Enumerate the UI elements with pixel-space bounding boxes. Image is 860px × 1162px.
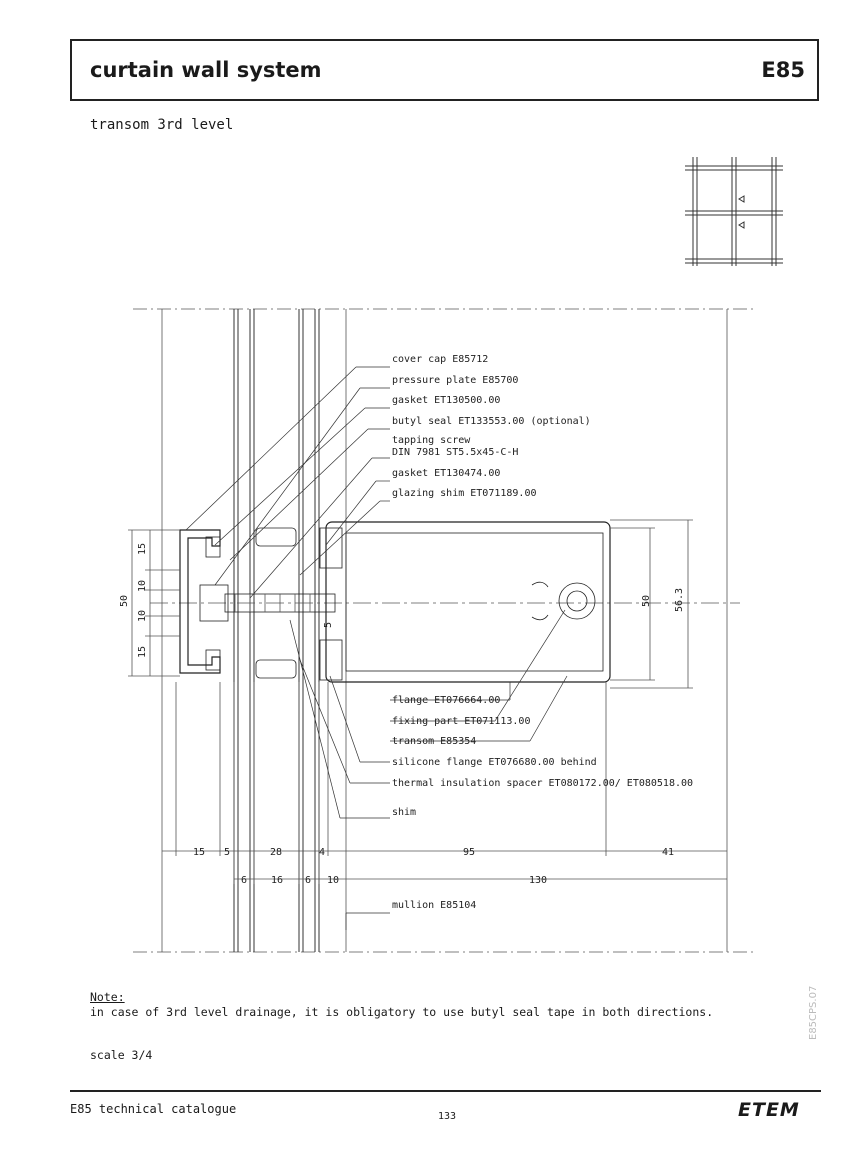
note-label: Note:	[90, 990, 125, 1004]
label-thermal-spacer: thermal insulation spacer ET080172.00/ ET080518.00	[392, 778, 694, 789]
scale-text: scale 3/4	[90, 1048, 153, 1062]
dim-left-15b: 15	[137, 645, 148, 658]
label-butyl-seal: butyl seal ET133553.00 (optional)	[392, 416, 591, 427]
label-mullion: mullion E85104	[392, 900, 477, 911]
dim-left-15a: 15	[137, 542, 148, 555]
dim-left-10b: 10	[137, 609, 148, 622]
label-tapping-screw-spec: DIN 7981 ST5.5x45-C-H	[392, 447, 519, 458]
dim-right-56: 56.3	[674, 587, 685, 612]
dim-4: 4	[319, 847, 326, 858]
dim-15: 15	[193, 847, 206, 858]
dimension-labels	[119, 543, 685, 886]
label-shim: shim	[392, 807, 417, 818]
component-labels	[392, 354, 693, 911]
key-plan-icon	[685, 157, 783, 266]
dim-left-10a: 10	[137, 579, 148, 592]
label-cover-cap: cover cap E85712	[392, 354, 489, 365]
label-glazing-shim: glazing shim ET071189.00	[392, 488, 537, 499]
label-gasket-outer: gasket ET130500.00	[392, 395, 501, 406]
dim-130: 130	[529, 875, 548, 886]
page-title: curtain wall system	[90, 58, 322, 82]
note-block	[90, 990, 713, 1020]
document-code: E85CPS.07	[808, 985, 819, 1040]
dim-41: 41	[662, 847, 675, 858]
label-pressure-plate: pressure plate E85700	[392, 375, 519, 386]
dim-6b: 6	[305, 875, 312, 886]
label-tapping-screw: tapping screw	[392, 435, 471, 446]
dim-95: 95	[463, 847, 476, 858]
footer-catalogue: E85 technical catalogue	[70, 1102, 237, 1116]
dim-10: 10	[327, 875, 340, 886]
label-gasket-inner: gasket ET130474.00	[392, 468, 501, 479]
dim-16: 16	[271, 875, 284, 886]
page-number: 133	[438, 1111, 457, 1122]
section-subtitle: transom 3rd level	[90, 117, 234, 133]
dim-right-50: 50	[641, 594, 652, 607]
label-fixing-part: fixing part ET071113.00	[392, 716, 531, 727]
label-flange: flange ET076664.00	[392, 695, 501, 706]
note-text: in case of 3rd level drainage, it is obligatory to use butyl seal tape in both directions.	[90, 1005, 714, 1019]
dim-5: 5	[224, 847, 231, 858]
dim-28: 28	[270, 847, 283, 858]
label-transom: transom E85354	[392, 736, 477, 747]
footer-divider	[70, 1090, 821, 1092]
system-code: E85	[761, 58, 805, 82]
etem-logo: ETEM	[738, 1099, 800, 1121]
dim-6a: 6	[241, 875, 248, 886]
dim-right-5: 5	[323, 621, 334, 628]
dim-left-50: 50	[119, 594, 130, 607]
label-silicone-flange: silicone flange ET076680.00 behind	[392, 757, 597, 768]
